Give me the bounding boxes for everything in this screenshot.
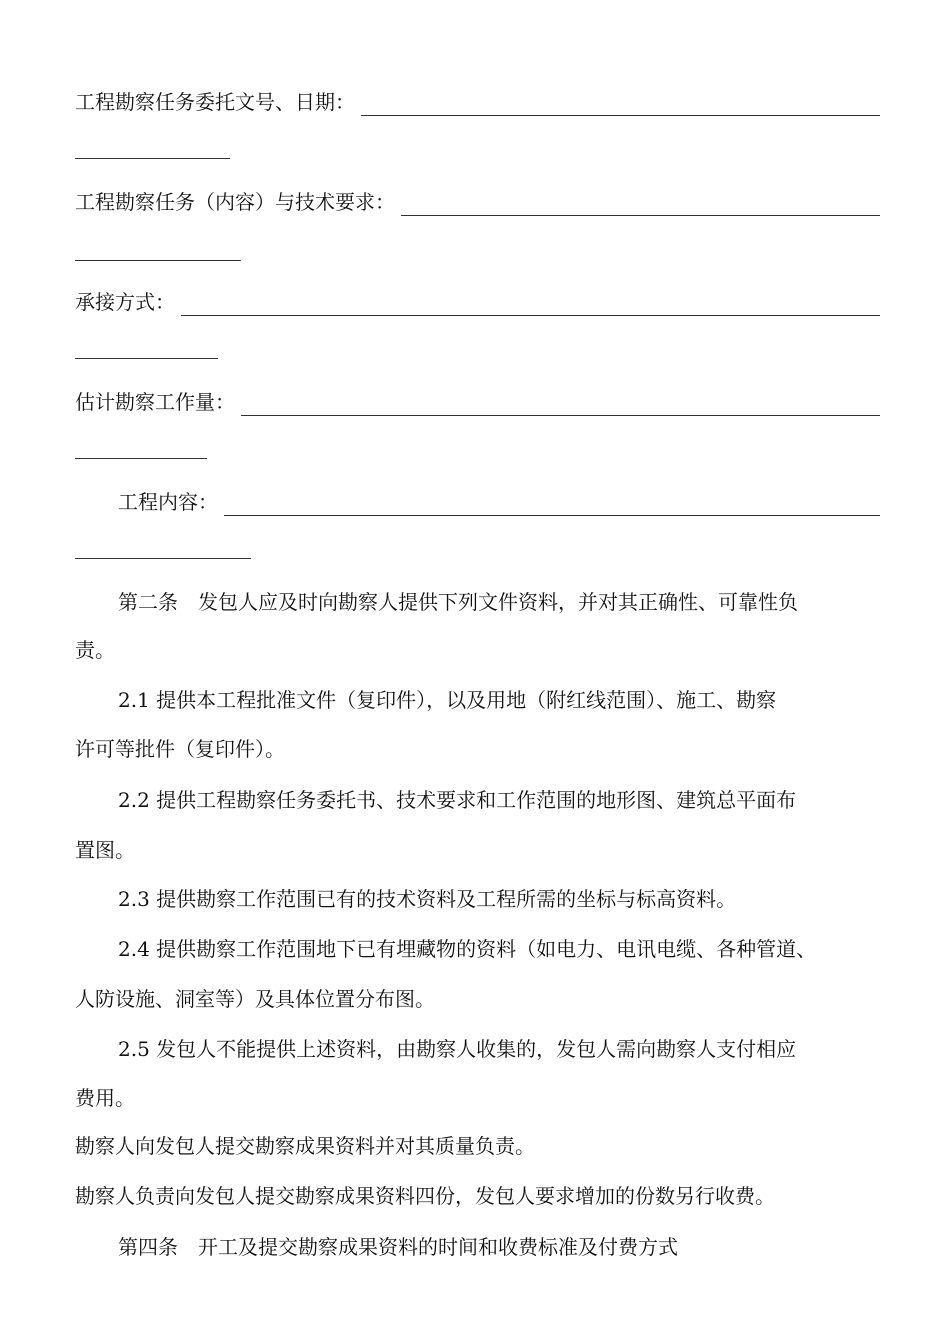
field-label: 估计勘察工作量： [75, 390, 235, 414]
field-estimated-workload [75, 388, 880, 416]
blank-line [181, 299, 880, 316]
clause-2-5-cont: 费用。 [75, 1086, 135, 1110]
field-label: 工程勘察任务委托文号、日期： [75, 90, 355, 114]
blank-line-continuation [75, 358, 218, 359]
blank-line-continuation [75, 260, 241, 261]
article-4-heading: 第四条 开工及提交勘察成果资料的时间和收费标准及付费方式 [118, 1235, 678, 1259]
blank-line-continuation [75, 158, 230, 159]
field-project-content [118, 488, 880, 516]
article-2-heading: 第二条 发包人应及时向勘察人提供下列文件资料，并对其正确性、可靠性负 [118, 590, 798, 614]
blank-line-continuation [75, 458, 207, 459]
field-commission-number-date [75, 88, 880, 116]
blank-line-continuation [75, 558, 251, 559]
surveyor-copies-statement: 勘察人负责向发包人提交勘察成果资料四份，发包人要求增加的份数另行收费。 [75, 1184, 775, 1208]
blank-line [241, 399, 880, 416]
field-label: 工程内容： [118, 490, 218, 514]
blank-line [224, 499, 880, 516]
blank-line [361, 99, 880, 116]
clause-2-1-cont: 许可等批件（复印件）。 [75, 737, 285, 761]
field-label: 承接方式： [75, 290, 175, 314]
clause-2-5: 2.5 发包人不能提供上述资料，由勘察人收集的，发包人需向勘察人支付相应 [118, 1037, 797, 1061]
field-task-content-requirements [75, 188, 880, 216]
clause-2-1: 2.1 提供本工程批准文件（复印件），以及用地（附红线范围）、施工、勘察 [118, 688, 777, 712]
clause-2-4-cont: 人防设施、洞室等）及具体位置分布图。 [75, 987, 435, 1011]
surveyor-quality-statement: 勘察人向发包人提交勘察成果资料并对其质量负责。 [75, 1134, 535, 1158]
blank-line [401, 199, 880, 216]
clause-2-2: 2.2 提供工程勘察任务委托书、技术要求和工作范围的地形图、建筑总平面布 [118, 788, 797, 812]
field-label: 工程勘察任务（内容）与技术要求： [75, 190, 395, 214]
article-2-heading-cont: 责。 [75, 638, 115, 662]
clause-2-2-cont: 置图。 [75, 838, 135, 862]
clause-2-4: 2.4 提供勘察工作范围地下已有埋藏物的资料（如电力、电讯电缆、各种管道、 [118, 937, 817, 961]
field-contract-method [75, 288, 880, 316]
clause-2-3: 2.3 提供勘察工作范围已有的技术资料及工程所需的坐标与标高资料。 [118, 887, 737, 911]
